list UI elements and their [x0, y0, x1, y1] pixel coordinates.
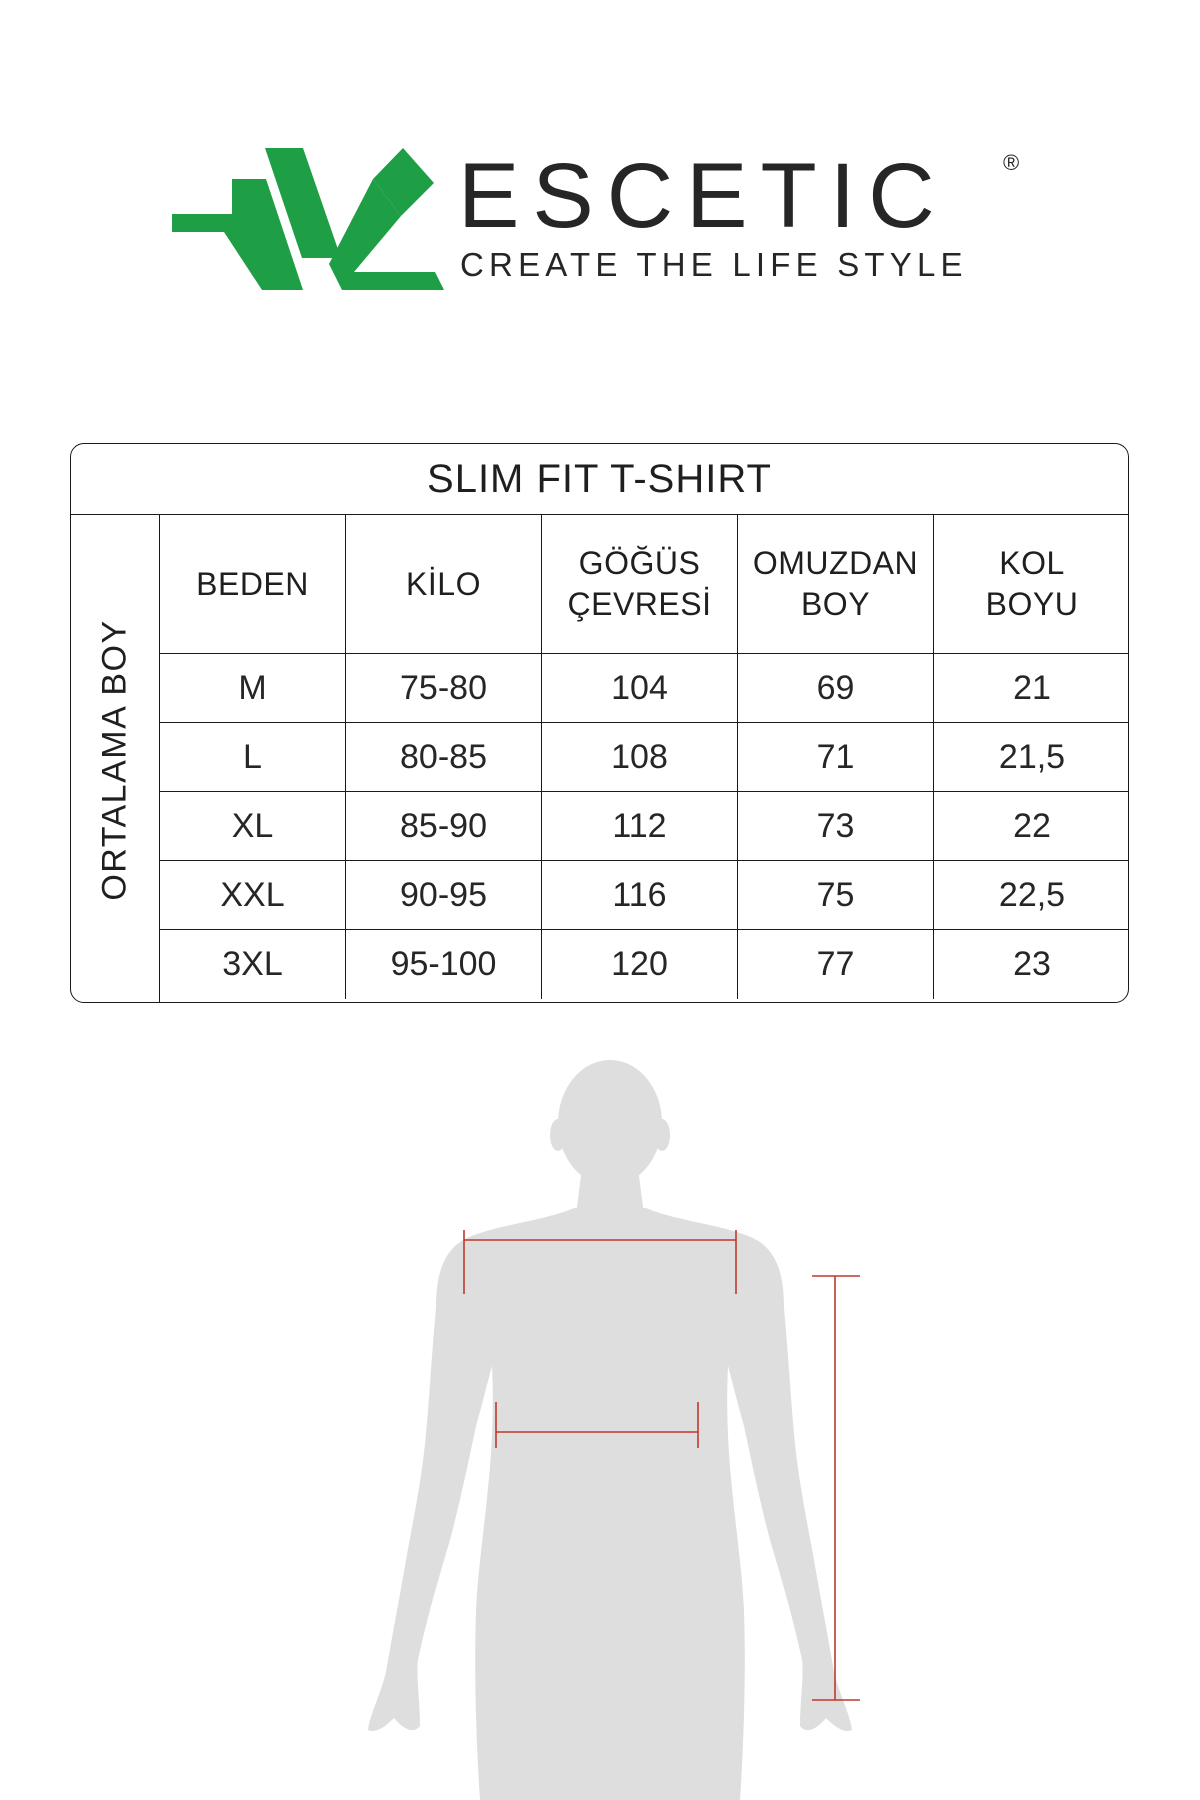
size-chart-title: SLIM FIT T-SHIRT — [71, 444, 1128, 515]
table-cell: 73 — [738, 792, 934, 861]
table-cell: 22,5 — [934, 861, 1129, 930]
table-cell: 21,5 — [934, 723, 1129, 792]
column-header-line: BEDEN — [196, 565, 309, 602]
table-cell: 112 — [542, 792, 738, 861]
table-cell: 75-80 — [346, 654, 542, 723]
column-header — [738, 515, 934, 654]
table-cell: 71 — [738, 723, 934, 792]
side-label: ORTALAMA BOY — [95, 618, 134, 901]
table-cell: 23 — [1013, 945, 1051, 983]
table-cell: 95-100 — [346, 930, 542, 999]
column-header-line: KİLO — [406, 565, 481, 602]
column-header — [160, 515, 346, 654]
size-label-cell: M — [160, 654, 346, 723]
registered-mark: ® — [1003, 150, 1020, 175]
brand-tagline: CREATE THE LIFE STYLE — [460, 246, 968, 283]
size-label-cell: L — [160, 723, 346, 792]
column-header-line: KOL — [999, 545, 1065, 581]
table-cell: 77 — [738, 930, 934, 999]
column-header — [934, 515, 1129, 654]
table-cell: 116 — [542, 861, 738, 930]
brand-name: ESCETIC — [458, 145, 948, 247]
column-header — [346, 515, 542, 654]
size-grid — [160, 515, 1129, 1003]
column-header-line: BOYU — [985, 586, 1079, 622]
table-cell: 75 — [738, 861, 934, 930]
table-cell: 108 — [542, 723, 738, 792]
table-cell: 22 — [934, 792, 1129, 861]
size-label-cell: XXL — [160, 861, 346, 930]
size-chart-table — [70, 443, 1129, 1003]
table-cell: 21 — [934, 654, 1129, 723]
column-header-line: BOY — [800, 586, 871, 622]
table-cell: 120 — [542, 930, 738, 999]
column-header-line: GÖĞÜS — [578, 545, 701, 581]
column-header-line: OMUZDAN — [752, 545, 919, 581]
body-silhouette-icon — [360, 1050, 860, 1800]
column-header — [542, 515, 738, 654]
table-cell: 85-90 — [346, 792, 542, 861]
side-label-column — [71, 515, 160, 1003]
column-header-line: ÇEVRESİ — [567, 586, 712, 622]
table-cell: 69 — [738, 654, 934, 723]
table-cell: 80-85 — [346, 723, 542, 792]
brand-logo-icon — [172, 148, 444, 290]
size-label-cell: 3XL — [160, 930, 346, 999]
table-cell: 104 — [542, 654, 738, 723]
table-cell: 90-95 — [346, 861, 542, 930]
size-label-cell: XL — [160, 792, 346, 861]
